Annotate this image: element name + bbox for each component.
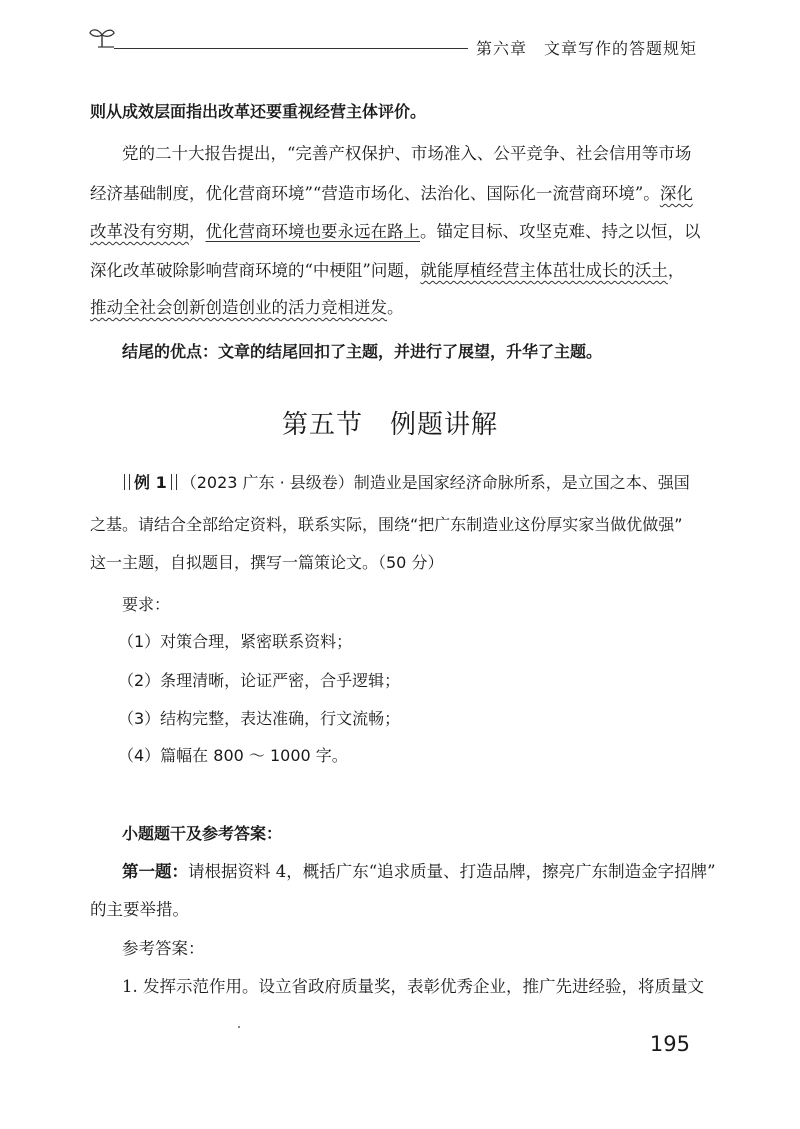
body-line xyxy=(90,183,693,205)
page-number: 195 xyxy=(649,1032,690,1056)
answer-title: 参考答案： xyxy=(122,939,205,958)
question-line: 的主要举措。 xyxy=(90,900,189,919)
header-rule xyxy=(114,48,468,49)
body-text: 经济基础制度，优化营商环境”“营造市场化、法治化、国际化一流营商环境”。 xyxy=(90,184,660,203)
answer-line: 1. 发挥示范作用。设立省政府质量奖，表彰优秀企业，推广先进经验，将质量文 xyxy=(122,977,704,996)
wavy-underlined-text: 就能厚植经营主体茁壮成长的沃土 xyxy=(420,261,668,280)
question-line xyxy=(122,861,716,883)
body-line xyxy=(90,221,701,243)
example-line xyxy=(120,472,690,494)
body-line: 党的二十大报告提出，“完善产权保护、市场准入、公平竞争、社会信用等市场 xyxy=(122,144,692,163)
body-text: 。 xyxy=(387,298,404,317)
example-label: 例 1 xyxy=(134,473,167,492)
requirement-item: （4）篇幅在 800 ～ 1000 字。 xyxy=(118,746,348,765)
body-line: 则从成效层面指出改革还要重视经营主体评价。 xyxy=(90,102,427,121)
body-text: 。锚定目标、攻坚克难、持之以恒，以 xyxy=(420,222,701,241)
wavy-underlined-text: 推动全社会创新创造创业的活力竞相迸发 xyxy=(90,298,387,317)
requirement-item: （3）结构完整，表达准确，行文流畅； xyxy=(118,709,401,728)
wavy-underlined-text: 改革没有穷期 xyxy=(90,222,189,241)
section-title: 第五节 例题讲解 xyxy=(281,410,498,440)
question-text: 请根据资料 4，概括广东“追求质量、打造品牌，擦亮广东制造金字招牌” xyxy=(188,862,716,881)
underlined-text: 优化营商环境也要永远在路上 xyxy=(205,222,420,241)
body-text: ， xyxy=(667,261,685,280)
scan-speck xyxy=(238,1026,240,1028)
sub-questions-title: 小题题干及参考答案： xyxy=(122,824,283,843)
requirement-item: （1）对策合理，紧密联系资料； xyxy=(118,632,353,651)
body-line xyxy=(90,260,684,282)
example-line: 之基。请结合全部给定资料，联系实际，围绕“把广东制造业这份厚实家当做优做强” xyxy=(90,515,683,534)
sprout-icon xyxy=(88,26,116,48)
body-line xyxy=(90,297,404,319)
body-text: ， xyxy=(189,222,206,241)
requirement-item: （2）条理清晰，论证严密，合乎逻辑； xyxy=(118,671,401,690)
requirements-title: 要求： xyxy=(122,595,171,614)
wavy-underlined-text: 深化 xyxy=(659,184,693,203)
chapter-title: 第六章 文章写作的答题规矩 xyxy=(476,39,698,58)
example-line: 这一主题，自拟题目，撰写一篇策论文。（50 分） xyxy=(90,553,444,572)
label-bracket xyxy=(171,474,177,490)
question-label: 第一题： xyxy=(122,862,188,881)
example-text: （2023 广东 · 县级卷）制造业是国家经济命脉所系，是立国之本、强国 xyxy=(180,473,690,492)
body-text: 深化改革破除影响营商环境的“中梗阻”问题， xyxy=(90,261,421,280)
label-bracket xyxy=(124,474,130,490)
body-line: 结尾的优点：文章的结尾回扣了主题，并进行了展望，升华了主题。 xyxy=(122,342,603,361)
